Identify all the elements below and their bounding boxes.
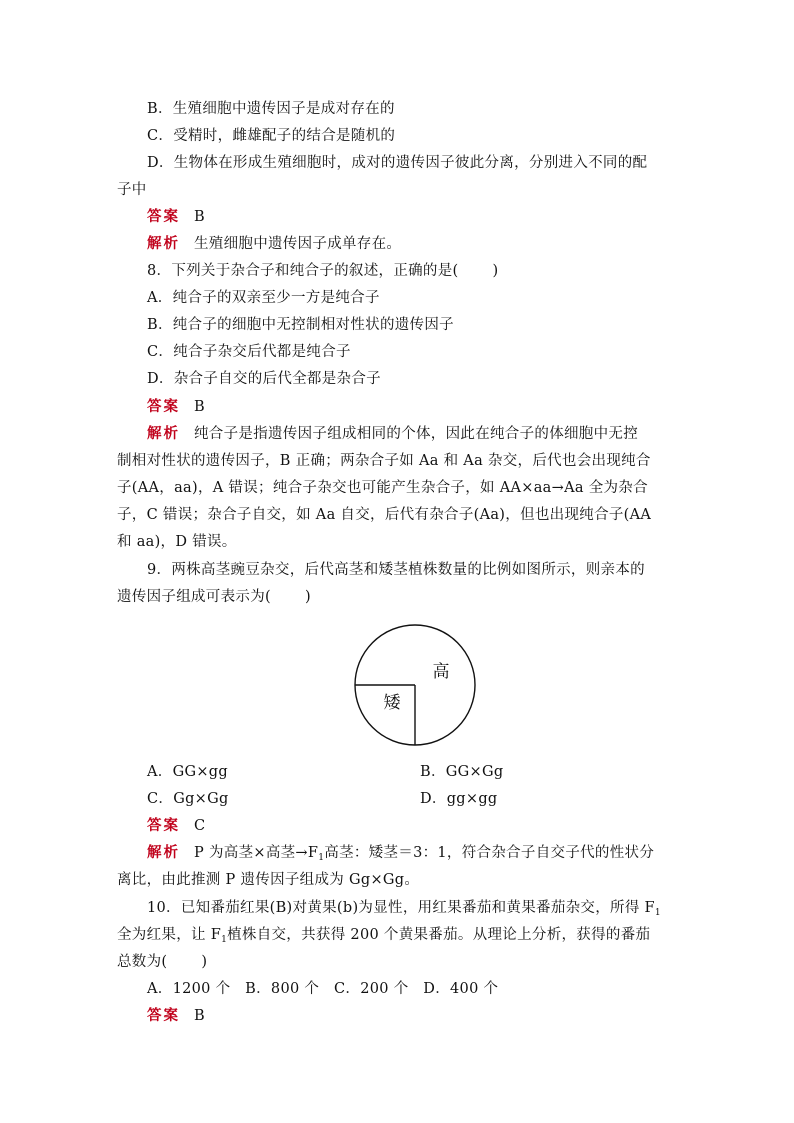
q10-options: A．1200 个 B．800 个 C．200 个 D．400 个 — [147, 981, 499, 997]
analysis-text-a: P 为高茎×高茎→F — [194, 845, 319, 861]
q10-stem-line1 — [147, 898, 661, 923]
q9-stem-line1: 9．两株高茎豌豆杂交，后代高茎和矮茎植株数量的比例如图所示，则亲本的 — [147, 562, 645, 578]
analysis-label: 解析 — [147, 844, 180, 861]
q10-stem-subscript: 1 — [221, 935, 228, 945]
q9-analysis-line1 — [147, 843, 654, 868]
q8-analysis-line1 — [147, 424, 638, 444]
analysis-subscript: 1 — [318, 853, 325, 863]
ratio-pie-svg — [352, 622, 478, 748]
q9-option-c: C．Gg×Gg — [147, 791, 229, 807]
q9-option-a: A．GG×gg — [147, 764, 228, 780]
q8-option-d: D．杂合子自交的后代全都是杂合子 — [147, 371, 381, 387]
q10-stem-line3 — [117, 952, 207, 972]
q7-answer — [147, 207, 205, 227]
q9-option-b: B．GG×Gg — [420, 764, 504, 780]
analysis-text: 纯合子是指遗传因子组成相同的个体，因此在纯合子的体细胞中无控 — [194, 426, 638, 442]
q7-analysis — [147, 234, 401, 254]
analysis-text: 生殖细胞中遗传因子成单存在。 — [194, 236, 402, 252]
answer-label: 答案 — [147, 398, 180, 415]
q9-answer — [147, 816, 205, 836]
q8-stem-text: 8．下列关于杂合子和纯合子的叙述，正确的是( — [147, 263, 459, 279]
q10-stem-text: 10．已知番茄红果(B)对黄果(b)为显性，用红果番茄和黄果番茄杂交，所得 F — [147, 900, 655, 916]
q8-stem-close: ) — [492, 263, 499, 279]
answer-value: C — [194, 818, 206, 834]
q10-stem-text-a: 全为红果，让 F — [117, 927, 222, 943]
q7-option-d-line2: 子中 — [117, 182, 147, 198]
q10-stem-text: 总数为( — [117, 954, 168, 970]
q8-analysis-line5: 和 aa)，D 错误。 — [117, 534, 237, 550]
q9-stem-text: 遗传因子组成可表示为( — [117, 589, 271, 605]
answer-value: B — [194, 1008, 205, 1024]
q10-stem-subscript: 1 — [654, 908, 661, 918]
answer-label: 答案 — [147, 1007, 180, 1024]
q9-stem-line2 — [117, 587, 311, 607]
analysis-label: 解析 — [147, 235, 180, 252]
q7-option-b: B．生殖细胞中遗传因子是成对存在的 — [147, 101, 395, 117]
q8-analysis-line3: 子(AA，aa)，A 错误；纯合子杂交也可能产生杂合子，如 AA×aa→Aa 全为杂合 — [117, 480, 648, 496]
q8-analysis-line2: 制相对性状的遗传因子，B 正确；两杂合子如 Aa 和 Aa 杂交，后代也会出现纯合 — [117, 453, 651, 469]
q8-option-c: C．纯合子杂交后代都是纯合子 — [147, 344, 351, 360]
pie-label-tall: 高 — [432, 662, 450, 682]
q10-stem-close: ) — [201, 954, 208, 970]
analysis-text-b: 高茎：矮茎＝3：1，符合杂合子自交子代的性状分 — [324, 845, 655, 861]
q7-option-d-line1: D．生物体在形成生殖细胞时，成对的遗传因子彼此分离，分别进入不同的配 — [147, 155, 648, 171]
q8-answer — [147, 397, 205, 417]
answer-label: 答案 — [147, 817, 180, 834]
q9-option-d: D．gg×gg — [420, 791, 498, 807]
answer-value: B — [194, 209, 205, 225]
answer-label: 答案 — [147, 208, 180, 225]
q8-option-b: B．纯合子的细胞中无控制相对性状的遗传因子 — [147, 317, 454, 333]
q8-analysis-line4: 子，C 错误；杂合子自交，如 Aa 自交，后代有杂合子(Aa)，但也出现纯合子(AA — [117, 507, 652, 523]
q8-stem — [147, 261, 498, 281]
pie-label-short: 矮 — [383, 693, 401, 713]
ratio-pie-figure — [352, 622, 478, 748]
q10-stem-text-b: 植株自交，共获得 200 个黄果番茄。从理论上分析，获得的番茄 — [227, 927, 651, 943]
analysis-label: 解析 — [147, 425, 180, 442]
pie-group — [355, 625, 475, 745]
q9-stem-close: ) — [304, 589, 311, 605]
q8-option-a: A．纯合子的双亲至少一方是纯合子 — [147, 290, 380, 306]
q10-stem-line2 — [117, 925, 650, 950]
q7-option-c: C．受精时，雌雄配子的结合是随机的 — [147, 128, 396, 144]
answer-value: B — [194, 399, 205, 415]
q10-answer — [147, 1006, 205, 1026]
q9-analysis-line2: 离比，由此推测 P 遗传因子组成为 Gg×Gg。 — [117, 872, 420, 888]
